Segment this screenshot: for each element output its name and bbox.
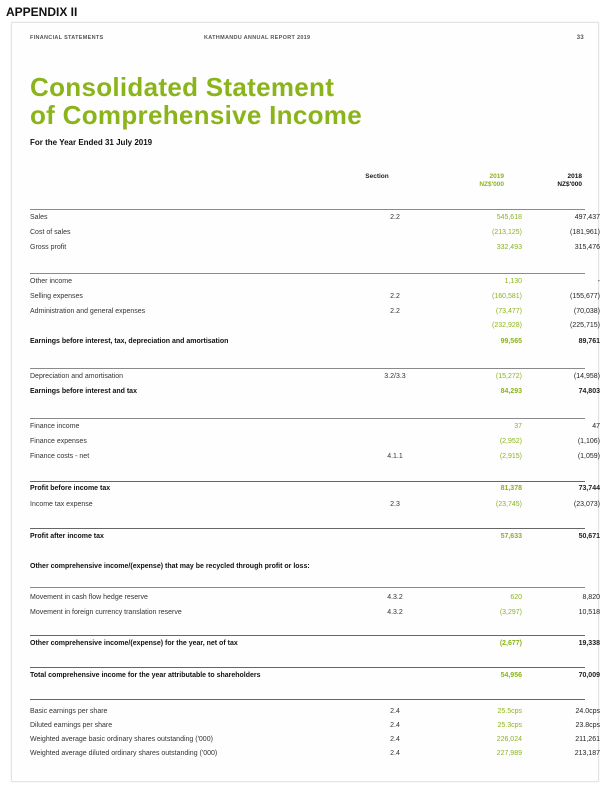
row-section: 2.4 <box>390 736 400 743</box>
row-value-2018: (1,106) <box>577 438 600 445</box>
table-row <box>30 484 600 496</box>
row-value-2019: 1,130 <box>504 278 522 285</box>
row-value-2018: (181,961) <box>570 229 600 236</box>
row-value-2018: (70,038) <box>573 308 600 315</box>
row-value-2018: 10,518 <box>578 609 600 616</box>
row-label: Earnings before interest, tax, depreciation and amortisation <box>30 338 229 345</box>
row-label: Other comprehensive income/(expense) for the year, net of tax <box>30 640 238 647</box>
row-value-2019: (73,477) <box>495 308 522 315</box>
column-header-2018 <box>522 173 582 189</box>
row-value-2019: 99,565 <box>500 338 522 345</box>
row-value-2019: 227,989 <box>496 750 522 757</box>
row-value-2018: (14,958) <box>573 373 600 380</box>
row-section: 2.2 <box>390 293 400 300</box>
row-value-2019: 54,956 <box>500 672 522 679</box>
row-value-2018: 50,671 <box>578 533 600 540</box>
row-value-2018: 211,261 <box>575 736 600 743</box>
table-row <box>30 307 600 319</box>
row-value-2019: 25.5cps <box>497 708 522 715</box>
row-section: 2.4 <box>390 722 400 729</box>
row-label: Other income <box>30 278 73 285</box>
row-section: 2.4 <box>390 750 400 757</box>
table-row <box>30 228 600 240</box>
table-row <box>30 337 600 349</box>
table-row <box>30 243 600 255</box>
divider <box>30 699 585 700</box>
divider <box>30 273 585 274</box>
row-value-2018: (23,073) <box>573 501 600 508</box>
table-row <box>30 707 600 719</box>
row-section: 2.4 <box>390 708 400 715</box>
page-subtitle: For the Year Ended 31 July 2019 <box>30 138 153 147</box>
page-title <box>30 73 430 129</box>
row-value-2019: 37 <box>514 423 522 430</box>
row-label: Total comprehensive income for the year attributable to shareholders <box>30 672 261 679</box>
row-label: Weighted average diluted ordinary shares outstanding ('000) <box>30 750 218 757</box>
row-label: Profit before income tax <box>30 485 111 492</box>
row-value-2019: 57,633 <box>500 533 522 540</box>
row-value-2019: 332,493 <box>496 244 522 251</box>
row-section: 2.2 <box>390 308 400 315</box>
row-value-2019: (15,272) <box>495 373 522 380</box>
header-report-title: KATHMANDU ANNUAL REPORT 2019 <box>204 35 311 41</box>
divider <box>30 209 585 210</box>
row-section: 3.2/3.3 <box>384 373 406 380</box>
table-row <box>30 372 600 384</box>
row-value-2019: 25.3cps <box>497 722 522 729</box>
divider <box>30 528 585 529</box>
table-row <box>30 277 600 289</box>
row-label: Depreciation and amortisation <box>30 373 123 380</box>
row-value-2019: (23,745) <box>495 501 522 508</box>
table-row <box>30 213 600 225</box>
column-header-2018-year: 2018 <box>567 173 582 180</box>
row-value-2019: (2,915) <box>499 453 522 460</box>
table-row <box>30 749 600 761</box>
row-value-2019: 620 <box>510 594 522 601</box>
row-value-2019: (160,581) <box>492 293 522 300</box>
row-label: Earnings before interest and tax <box>30 388 137 395</box>
divider <box>30 667 585 668</box>
page-title-line-2: of Comprehensive Income <box>30 100 362 130</box>
row-label: Weighted average basic ordinary shares outstanding ('000) <box>30 736 213 743</box>
row-value-2019: 226,024 <box>496 736 522 743</box>
row-label: Income tax expense <box>30 501 93 508</box>
divider <box>30 635 585 636</box>
oci-heading: Other comprehensive income/(expense) that may be recycled through profit or loss: <box>30 563 310 570</box>
row-value-2018: 23.8cps <box>575 722 600 729</box>
column-header-2019-year: 2019 <box>489 173 504 180</box>
column-header-2019 <box>444 173 504 189</box>
divider <box>30 587 585 588</box>
row-section: 4.1.1 <box>387 453 403 460</box>
row-label: Finance income <box>30 423 80 430</box>
row-label: Movement in foreign currency translation reserve <box>30 609 182 616</box>
row-value-2019: (213,125) <box>492 229 522 236</box>
table-row <box>30 437 600 449</box>
table-row <box>30 639 600 651</box>
row-value-2018: (1,059) <box>577 453 600 460</box>
row-value-2019: (3,297) <box>499 609 522 616</box>
table-row <box>30 387 600 399</box>
row-value-2019: 84,293 <box>500 388 522 395</box>
row-section: 2.2 <box>390 214 400 221</box>
row-label: Cost of sales <box>30 229 71 236</box>
row-value-2018: 24.0cps <box>575 708 600 715</box>
divider <box>30 368 585 369</box>
row-value-2018: - <box>597 278 600 285</box>
row-value-2019: (2,677) <box>499 640 522 647</box>
table-row <box>30 292 600 304</box>
row-section: 4.3.2 <box>387 594 403 601</box>
row-section: 4.3.2 <box>387 609 403 616</box>
row-label: Basic earnings per share <box>30 708 108 715</box>
table-row <box>30 671 600 683</box>
row-value-2018: (155,677) <box>570 293 600 300</box>
row-value-2019: 545,618 <box>496 214 522 221</box>
column-header-section: Section <box>365 173 389 180</box>
page-number: 33 <box>576 35 584 41</box>
row-value-2018: 213,187 <box>574 750 600 757</box>
row-section: 2.3 <box>390 501 400 508</box>
row-value-2018: 74,803 <box>578 388 600 395</box>
column-header-2019-unit: NZ$'000 <box>479 181 504 188</box>
row-value-2018: (225,715) <box>570 322 600 329</box>
table-row <box>30 532 600 544</box>
column-header-2018-unit: NZ$'000 <box>557 181 582 188</box>
row-value-2018: 89,761 <box>578 338 600 345</box>
row-value-2019: (2,952) <box>499 438 522 445</box>
row-value-2018: 19,338 <box>578 640 600 647</box>
table-row <box>30 608 600 620</box>
table-row <box>30 500 600 512</box>
row-label: Profit after income tax <box>30 533 104 540</box>
row-label: Finance costs - net <box>30 453 90 460</box>
divider <box>30 481 585 482</box>
row-value-2019: 81,378 <box>500 485 522 492</box>
row-label: Movement in cash flow hedge reserve <box>30 594 148 601</box>
row-label: Sales <box>30 214 48 221</box>
row-value-2018: 47 <box>592 423 600 430</box>
row-label: Gross profit <box>30 244 67 251</box>
row-label: Administration and general expenses <box>30 308 146 315</box>
table-row <box>30 452 600 464</box>
table-row <box>30 321 600 333</box>
row-label: Selling expenses <box>30 293 83 300</box>
row-label: Finance expenses <box>30 438 87 445</box>
table-row <box>30 735 600 747</box>
divider <box>30 418 585 419</box>
row-value-2018: 497,437 <box>574 214 600 221</box>
appendix-label: APPENDIX II <box>6 5 78 19</box>
row-value-2018: 73,744 <box>578 485 600 492</box>
statement-page <box>11 22 599 782</box>
table-row <box>30 422 600 434</box>
table-row <box>30 593 600 605</box>
row-value-2018: 70,009 <box>578 672 600 679</box>
row-value-2018: 8,820 <box>582 594 600 601</box>
table-row <box>30 721 600 733</box>
row-label: Diluted earnings per share <box>30 722 113 729</box>
row-value-2018: 315,476 <box>574 244 600 251</box>
header-section-title: FINANCIAL STATEMENTS <box>30 35 104 41</box>
row-value-2019: (232,928) <box>492 322 522 329</box>
page-title-line-1: Consolidated Statement <box>30 72 335 102</box>
